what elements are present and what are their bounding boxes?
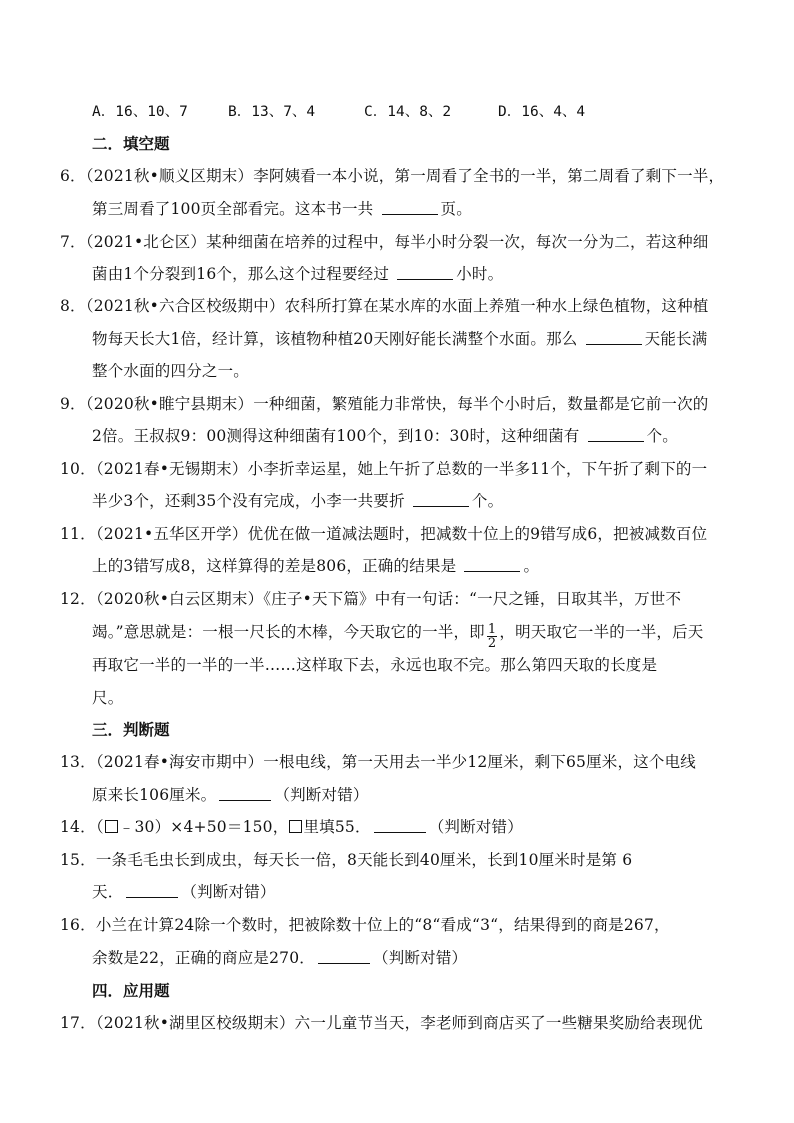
q6-line2: 第三周看了100页全部看完。这本书一共 页。 xyxy=(92,200,472,218)
q8-line2: 物每天长大1倍，经计算，该植物种植20天刚好能长满整个水面。那么 天能长满 xyxy=(92,330,708,348)
option-d: D．16、4、4 xyxy=(498,104,586,120)
answer-blank[interactable] xyxy=(126,883,178,898)
q13-line2: 原来长106厘米。 （判断对错） xyxy=(92,786,369,804)
q12-line2: 竭。”意思就是：一根一尺长的木棒，今天取它的一半，即 $\frac{1}{2}$ ，明天取它一半的一半，后天 xyxy=(92,622,704,651)
q16-line2: 余数是22，正确的商应是270． （判断对错） xyxy=(92,949,468,967)
answer-blank[interactable] xyxy=(588,427,644,442)
q17-line1: 17．（2021秋•湖里区校级期末）六一儿童节当天，李老师到商店买了一些糖果奖励给表现优 xyxy=(60,1014,703,1032)
q7-line2: 菌由1个分裂到16个，那么这个过程要经过 小时。 xyxy=(92,265,504,283)
q10-line1: 10．（2021春•无锡期末）小李折幸运星，她上午折了总数的一半多11个，下午折了剩下的一 xyxy=(60,460,708,478)
q16-line1: 16．小兰在计算24除一个数时，把被除数十位上的“8“看成“3“，结果得到的商是267， xyxy=(60,916,670,934)
q9-line1: 9．（2020秋•睢宁县期末）一种细菌，繁殖能力非常快，每半个小时后，数量都是它前一次的 xyxy=(60,395,709,413)
section-heading-fill: 二．填空题 xyxy=(92,135,170,153)
answer-blank[interactable] xyxy=(586,330,642,345)
answer-blank[interactable] xyxy=(318,949,370,964)
q9-line2: 2倍。王叔叔9：00测得这种细菌有100个，到10：30时，这种细菌有 个。 xyxy=(92,427,679,445)
empty-box-icon xyxy=(289,820,302,833)
answer-blank[interactable] xyxy=(374,818,426,833)
q11-line2: 上的3错写成8，这样算得的差是806，正确的结果是 。 xyxy=(92,557,540,575)
section-heading-judge: 三．判断题 xyxy=(92,721,170,739)
q8-line3: 整个水面的四分之一。 xyxy=(92,362,250,380)
answer-blank[interactable] xyxy=(219,786,271,801)
q14-line1: 14．（ ﹣30）×4+50＝150， 里填55． （判断对错） xyxy=(60,818,523,836)
option-a: A．16、10、7 xyxy=(92,104,188,120)
option-b: B．13、7、4 xyxy=(228,104,316,120)
q6-line1: 6．（2021秋•顺义区期末）李阿姨看一本小说，第一周看了全书的一半，第二周看了剩下一半， xyxy=(60,167,725,185)
answer-blank[interactable] xyxy=(464,557,520,572)
q10-line2: 半少3个，还剩35个没有完成，小李一共要折 个。 xyxy=(92,492,504,510)
q7-line1: 7．（2021•北仑区）某种细菌在培养的过程中，每半小时分裂一次，每次一分为二，若这种细 xyxy=(60,233,709,251)
q8-line1: 8．（2021秋•六合区校级期中）农科所打算在某水库的水面上养殖一种水上绿色植物，这种植 xyxy=(60,297,709,315)
q13-line1: 13．（2021春•海安市期中）一根电线，第一天用去一半少12厘米，剩下65厘米，这个电线 xyxy=(60,753,697,771)
q12-line3: 再取它一半的一半的一半……这样取下去，永远也取不完。那么第四天取的长度是 xyxy=(92,656,658,674)
q11-line1: 11．（2021•五华区开学）优优在做一道减法题时，把减数十位上的9错写成6，把被减数百位 xyxy=(60,525,708,543)
answer-blank[interactable] xyxy=(413,492,469,507)
q15-line1: 15．一条毛毛虫长到成虫，每天长一倍，8天能长到40厘米，长到10厘米时是第 6 xyxy=(60,851,633,869)
answer-blank[interactable] xyxy=(382,200,438,215)
fraction-one-half: $\frac{1}{2}$ xyxy=(487,622,497,651)
empty-box-icon xyxy=(105,820,118,833)
section-heading-apply: 四．应用题 xyxy=(92,982,170,1000)
option-c: C．14、8、2 xyxy=(364,104,452,120)
answer-blank[interactable] xyxy=(397,265,453,280)
q12-line4: 尺。 xyxy=(92,689,124,707)
q15-line2: 天． （判断对错） xyxy=(92,883,276,901)
q12-line1: 12．（2020秋•白云区期末）《庄子•天下篇》中有一句话：“一尺之锤，日取其半，万世不 xyxy=(60,590,682,608)
